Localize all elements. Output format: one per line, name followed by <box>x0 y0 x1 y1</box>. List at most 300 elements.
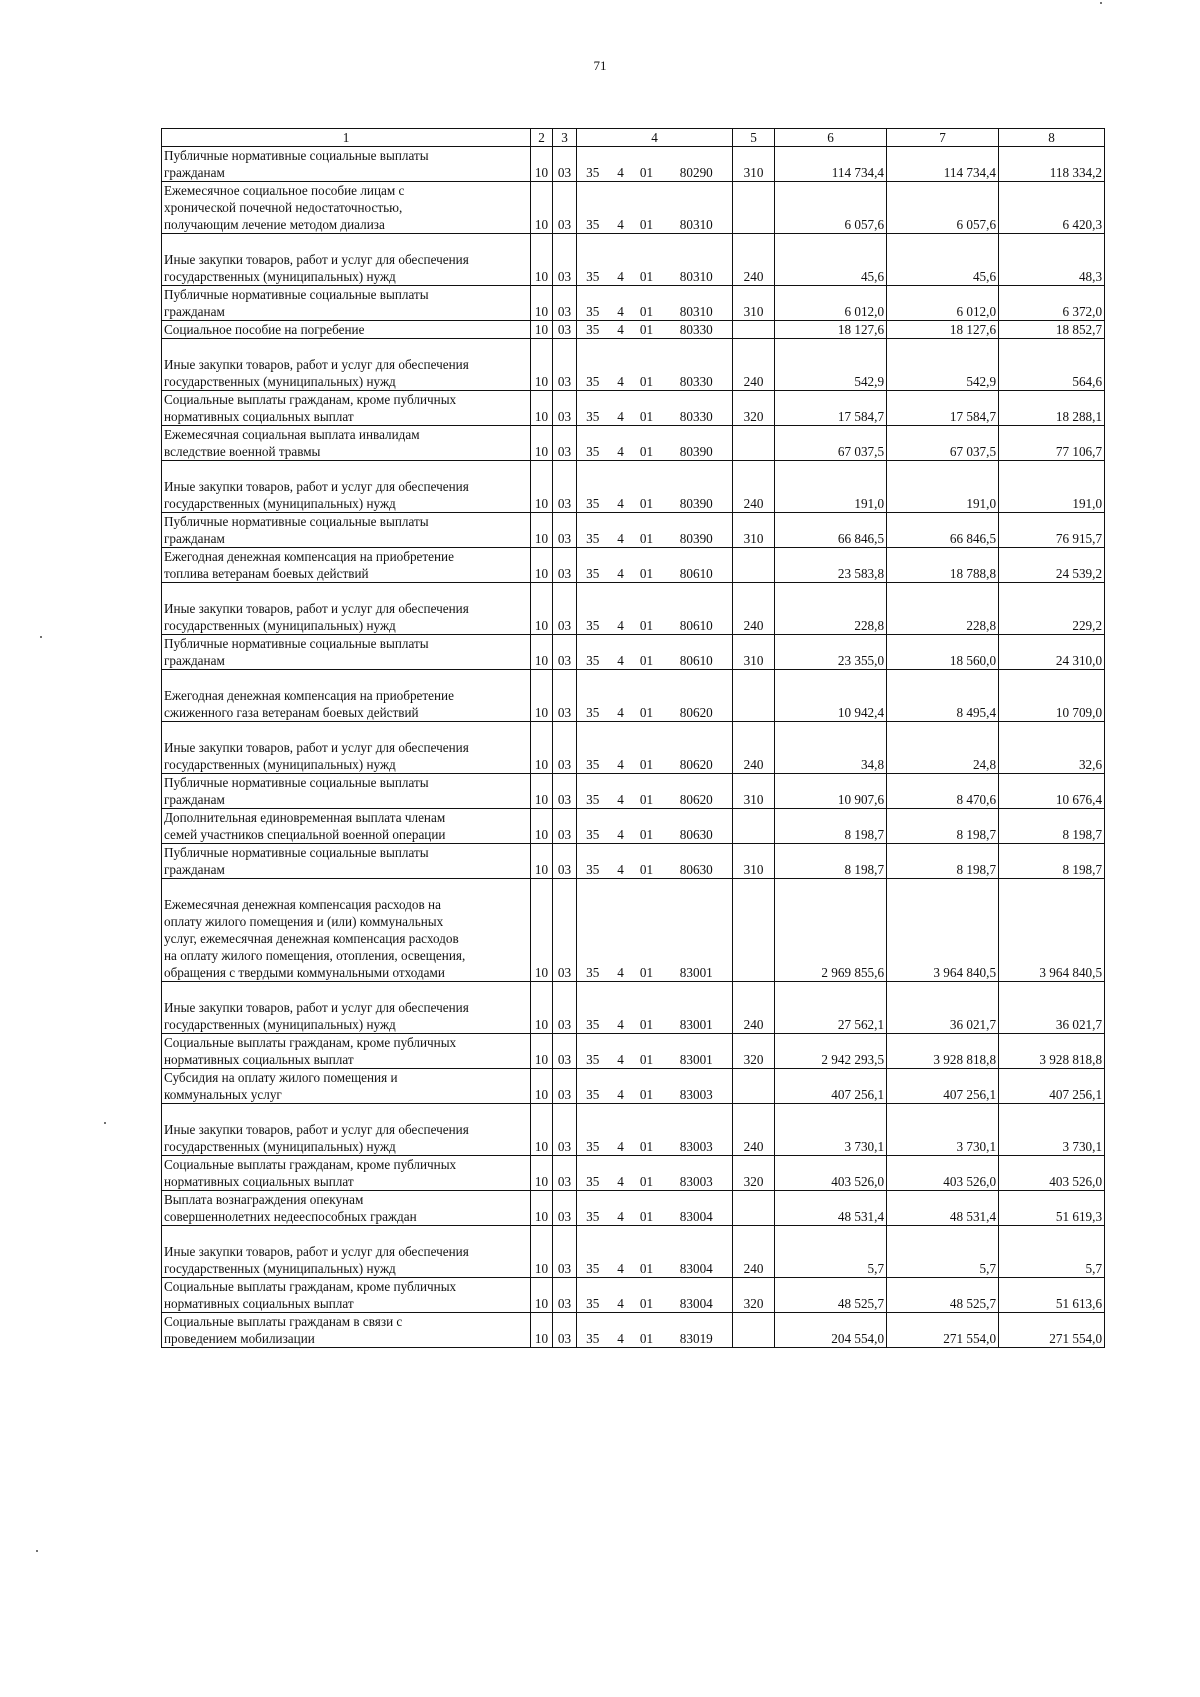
row-c6: 8 198,7 <box>775 809 887 844</box>
row-c8: 3 964 840,5 <box>999 879 1105 982</box>
row-k3: 01 <box>633 461 661 513</box>
row-c6: 23 583,8 <box>775 548 887 583</box>
row-name: Публичные нормативные социальные выплаты гражданам <box>162 147 531 182</box>
row-c2: 10 <box>531 1191 553 1226</box>
row-k3: 01 <box>633 147 661 182</box>
row-c2: 10 <box>531 879 553 982</box>
row-k2: 4 <box>609 234 633 286</box>
table-row <box>162 286 1105 321</box>
row-c5: 240 <box>733 722 775 774</box>
row-k4: 80310 <box>661 286 733 321</box>
row-name: Социальное пособие на погребение <box>162 321 531 339</box>
row-name: Иные закупки товаров, работ и услуг для обеспечения государственных (муниципальных) нужд <box>162 339 531 391</box>
row-c5: 310 <box>733 286 775 321</box>
row-c7: 3 928 818,8 <box>887 1034 999 1069</box>
row-c7: 191,0 <box>887 461 999 513</box>
row-k3: 01 <box>633 1278 661 1313</box>
row-k2: 4 <box>609 844 633 879</box>
row-k2: 4 <box>609 1104 633 1156</box>
row-c8: 32,6 <box>999 722 1105 774</box>
row-c5: 240 <box>733 1104 775 1156</box>
row-name: Иные закупки товаров, работ и услуг для обеспечения государственных (муниципальных) нужд <box>162 234 531 286</box>
row-k4: 83004 <box>661 1226 733 1278</box>
table-row <box>162 1104 1105 1156</box>
row-k3: 01 <box>633 234 661 286</box>
row-c8: 36 021,7 <box>999 982 1105 1034</box>
row-c7: 403 526,0 <box>887 1156 999 1191</box>
row-c2: 10 <box>531 461 553 513</box>
row-k3: 01 <box>633 809 661 844</box>
row-k3: 01 <box>633 722 661 774</box>
row-k2: 4 <box>609 548 633 583</box>
row-c3: 03 <box>553 879 577 982</box>
row-c5: 240 <box>733 583 775 635</box>
table-row <box>162 426 1105 461</box>
row-c3: 03 <box>553 391 577 426</box>
row-name: Ежемесячная денежная компенсация расходов на оплату жилого помещения и (или) коммунальных услуг, ежемесячная денежная компенсация расходов на оплату жилого помещения, отопления, освещения, обращения с твердыми коммунальными отходами <box>162 879 531 982</box>
table-row <box>162 1313 1105 1348</box>
row-c3: 03 <box>553 583 577 635</box>
row-c3: 03 <box>553 1226 577 1278</box>
row-name: Публичные нормативные социальные выплаты гражданам <box>162 513 531 548</box>
row-k3: 01 <box>633 1034 661 1069</box>
row-c6: 27 562,1 <box>775 982 887 1034</box>
row-k4: 83004 <box>661 1278 733 1313</box>
row-c8: 229,2 <box>999 583 1105 635</box>
row-c2: 10 <box>531 583 553 635</box>
row-k1: 35 <box>577 1226 609 1278</box>
row-c2: 10 <box>531 513 553 548</box>
row-c5 <box>733 879 775 982</box>
row-c5: 310 <box>733 774 775 809</box>
row-c7: 67 037,5 <box>887 426 999 461</box>
row-c3: 03 <box>553 982 577 1034</box>
row-k4: 80630 <box>661 809 733 844</box>
row-name: Социальные выплаты гражданам, кроме публичных нормативных социальных выплат <box>162 1278 531 1313</box>
row-c5 <box>733 809 775 844</box>
table-row <box>162 548 1105 583</box>
table-row <box>162 234 1105 286</box>
row-c2: 10 <box>531 1226 553 1278</box>
row-c5 <box>733 321 775 339</box>
row-c6: 48 525,7 <box>775 1278 887 1313</box>
row-c5 <box>733 1191 775 1226</box>
table-row <box>162 809 1105 844</box>
row-c7: 48 531,4 <box>887 1191 999 1226</box>
row-c7: 542,9 <box>887 339 999 391</box>
row-k2: 4 <box>609 1156 633 1191</box>
scan-speck <box>104 1122 106 1124</box>
row-c3: 03 <box>553 513 577 548</box>
row-c7: 6 057,6 <box>887 182 999 234</box>
row-k2: 4 <box>609 1034 633 1069</box>
row-k4: 80310 <box>661 234 733 286</box>
row-c5: 320 <box>733 1034 775 1069</box>
row-k1: 35 <box>577 982 609 1034</box>
row-k2: 4 <box>609 339 633 391</box>
row-k4: 80620 <box>661 722 733 774</box>
row-c5 <box>733 1069 775 1104</box>
row-c2: 10 <box>531 426 553 461</box>
row-k1: 35 <box>577 1156 609 1191</box>
row-c6: 191,0 <box>775 461 887 513</box>
row-c2: 10 <box>531 722 553 774</box>
row-name: Ежегодная денежная компенсация на приобретение сжиженного газа ветеранам боевых действий <box>162 670 531 722</box>
row-name: Ежемесячная социальная выплата инвалидам вследствие военной травмы <box>162 426 531 461</box>
row-k1: 35 <box>577 182 609 234</box>
table-row <box>162 147 1105 182</box>
table-row <box>162 182 1105 234</box>
row-k3: 01 <box>633 182 661 234</box>
row-k1: 35 <box>577 722 609 774</box>
row-k3: 01 <box>633 426 661 461</box>
budget-table <box>161 128 1105 1348</box>
row-c5: 310 <box>733 147 775 182</box>
row-name: Иные закупки товаров, работ и услуг для обеспечения государственных (муниципальных) нужд <box>162 1104 531 1156</box>
row-k1: 35 <box>577 1069 609 1104</box>
row-c6: 5,7 <box>775 1226 887 1278</box>
row-k2: 4 <box>609 461 633 513</box>
row-name: Иные закупки товаров, работ и услуг для обеспечения государственных (муниципальных) нужд <box>162 583 531 635</box>
row-k1: 35 <box>577 1191 609 1226</box>
row-c7: 114 734,4 <box>887 147 999 182</box>
scan-speck <box>40 636 42 638</box>
row-c7: 18 127,6 <box>887 321 999 339</box>
row-c3: 03 <box>553 548 577 583</box>
row-k3: 01 <box>633 1191 661 1226</box>
row-k1: 35 <box>577 670 609 722</box>
row-k1: 35 <box>577 461 609 513</box>
row-k4: 83003 <box>661 1104 733 1156</box>
row-k2: 4 <box>609 513 633 548</box>
row-k4: 83004 <box>661 1191 733 1226</box>
row-k4: 80330 <box>661 339 733 391</box>
row-c6: 403 526,0 <box>775 1156 887 1191</box>
row-c7: 18 788,8 <box>887 548 999 583</box>
row-k2: 4 <box>609 182 633 234</box>
row-c7: 3 730,1 <box>887 1104 999 1156</box>
row-k1: 35 <box>577 635 609 670</box>
row-c6: 407 256,1 <box>775 1069 887 1104</box>
row-c6: 48 531,4 <box>775 1191 887 1226</box>
row-k3: 01 <box>633 879 661 982</box>
row-c5: 320 <box>733 1156 775 1191</box>
table-row <box>162 321 1105 339</box>
row-c5: 310 <box>733 513 775 548</box>
row-c6: 8 198,7 <box>775 844 887 879</box>
row-k1: 35 <box>577 548 609 583</box>
row-c8: 18 288,1 <box>999 391 1105 426</box>
row-c6: 10 907,6 <box>775 774 887 809</box>
row-name: Иные закупки товаров, работ и услуг для обеспечения государственных (муниципальных) нужд <box>162 461 531 513</box>
row-c3: 03 <box>553 670 577 722</box>
row-k3: 01 <box>633 670 661 722</box>
table-row <box>162 670 1105 722</box>
row-name: Публичные нормативные социальные выплаты гражданам <box>162 286 531 321</box>
row-k4: 80610 <box>661 548 733 583</box>
row-c6: 67 037,5 <box>775 426 887 461</box>
row-k2: 4 <box>609 583 633 635</box>
row-k4: 80630 <box>661 844 733 879</box>
row-c8: 10 676,4 <box>999 774 1105 809</box>
row-c7: 407 256,1 <box>887 1069 999 1104</box>
row-c5 <box>733 426 775 461</box>
row-k4: 80330 <box>661 321 733 339</box>
row-k1: 35 <box>577 426 609 461</box>
row-c8: 24 310,0 <box>999 635 1105 670</box>
row-c3: 03 <box>553 809 577 844</box>
row-k4: 80610 <box>661 583 733 635</box>
row-k2: 4 <box>609 147 633 182</box>
row-c6: 114 734,4 <box>775 147 887 182</box>
row-k3: 01 <box>633 321 661 339</box>
header-col-7: 7 <box>887 129 999 147</box>
row-k1: 35 <box>577 774 609 809</box>
row-c5: 240 <box>733 982 775 1034</box>
row-k3: 01 <box>633 339 661 391</box>
row-k2: 4 <box>609 1226 633 1278</box>
row-k3: 01 <box>633 583 661 635</box>
row-k2: 4 <box>609 1313 633 1348</box>
row-k3: 01 <box>633 1226 661 1278</box>
row-c6: 2 942 293,5 <box>775 1034 887 1069</box>
row-c8: 6 420,3 <box>999 182 1105 234</box>
row-c6: 18 127,6 <box>775 321 887 339</box>
row-k4: 80610 <box>661 635 733 670</box>
row-k4: 80310 <box>661 182 733 234</box>
row-k2: 4 <box>609 1191 633 1226</box>
row-c5: 320 <box>733 391 775 426</box>
row-k1: 35 <box>577 147 609 182</box>
row-c8: 8 198,7 <box>999 809 1105 844</box>
row-k4: 80390 <box>661 461 733 513</box>
row-c3: 03 <box>553 1034 577 1069</box>
row-c3: 03 <box>553 1104 577 1156</box>
row-c7: 8 198,7 <box>887 809 999 844</box>
row-c6: 228,8 <box>775 583 887 635</box>
header-col-6: 6 <box>775 129 887 147</box>
table-row <box>162 1278 1105 1313</box>
row-c8: 6 372,0 <box>999 286 1105 321</box>
row-c3: 03 <box>553 461 577 513</box>
table-row <box>162 879 1105 982</box>
row-c7: 5,7 <box>887 1226 999 1278</box>
row-k2: 4 <box>609 1069 633 1104</box>
row-c3: 03 <box>553 722 577 774</box>
table-row <box>162 583 1105 635</box>
row-k1: 35 <box>577 844 609 879</box>
row-c8: 191,0 <box>999 461 1105 513</box>
row-c6: 66 846,5 <box>775 513 887 548</box>
row-k4: 83001 <box>661 1034 733 1069</box>
row-c2: 10 <box>531 844 553 879</box>
row-name: Социальные выплаты гражданам в связи с проведением мобилизации <box>162 1313 531 1348</box>
row-k4: 80290 <box>661 147 733 182</box>
row-name: Публичные нормативные социальные выплаты гражданам <box>162 635 531 670</box>
row-k1: 35 <box>577 286 609 321</box>
table-row <box>162 1226 1105 1278</box>
row-c8: 51 619,3 <box>999 1191 1105 1226</box>
row-k4: 83001 <box>661 879 733 982</box>
row-c5: 310 <box>733 635 775 670</box>
table-row <box>162 391 1105 426</box>
row-c8: 10 709,0 <box>999 670 1105 722</box>
header-col-2: 2 <box>531 129 553 147</box>
row-k2: 4 <box>609 1278 633 1313</box>
row-c8: 564,6 <box>999 339 1105 391</box>
row-c8: 5,7 <box>999 1226 1105 1278</box>
row-k3: 01 <box>633 513 661 548</box>
row-c3: 03 <box>553 286 577 321</box>
row-c8: 18 852,7 <box>999 321 1105 339</box>
row-c6: 17 584,7 <box>775 391 887 426</box>
header-col-1: 1 <box>162 129 531 147</box>
row-k2: 4 <box>609 321 633 339</box>
row-k1: 35 <box>577 583 609 635</box>
row-c8: 403 526,0 <box>999 1156 1105 1191</box>
row-k3: 01 <box>633 635 661 670</box>
row-c2: 10 <box>531 147 553 182</box>
row-c8: 118 334,2 <box>999 147 1105 182</box>
row-c2: 10 <box>531 339 553 391</box>
row-c3: 03 <box>553 321 577 339</box>
row-c7: 8 495,4 <box>887 670 999 722</box>
row-c7: 18 560,0 <box>887 635 999 670</box>
row-k1: 35 <box>577 1278 609 1313</box>
row-name: Выплата вознаграждения опекунам совершеннолетних недееспособных граждан <box>162 1191 531 1226</box>
table-row <box>162 1034 1105 1069</box>
header-col-4: 4 <box>577 129 733 147</box>
row-c7: 271 554,0 <box>887 1313 999 1348</box>
row-c6: 34,8 <box>775 722 887 774</box>
row-k2: 4 <box>609 774 633 809</box>
row-c6: 6 057,6 <box>775 182 887 234</box>
row-c6: 2 969 855,6 <box>775 879 887 982</box>
row-c5: 240 <box>733 461 775 513</box>
row-c2: 10 <box>531 391 553 426</box>
row-c2: 10 <box>531 774 553 809</box>
row-c6: 10 942,4 <box>775 670 887 722</box>
table-row <box>162 1191 1105 1226</box>
row-k3: 01 <box>633 391 661 426</box>
row-k1: 35 <box>577 879 609 982</box>
row-name: Социальные выплаты гражданам, кроме публичных нормативных социальных выплат <box>162 1156 531 1191</box>
row-name: Социальные выплаты гражданам, кроме публичных нормативных социальных выплат <box>162 1034 531 1069</box>
row-c3: 03 <box>553 635 577 670</box>
row-name: Иные закупки товаров, работ и услуг для обеспечения государственных (муниципальных) нужд <box>162 982 531 1034</box>
row-c7: 24,8 <box>887 722 999 774</box>
row-c2: 10 <box>531 1313 553 1348</box>
row-k2: 4 <box>609 809 633 844</box>
row-k1: 35 <box>577 513 609 548</box>
row-name: Дополнительная единовременная выплата членам семей участников специальной военной операции <box>162 809 531 844</box>
row-c2: 10 <box>531 1069 553 1104</box>
row-c2: 10 <box>531 548 553 583</box>
table-row <box>162 1069 1105 1104</box>
row-c7: 48 525,7 <box>887 1278 999 1313</box>
row-c2: 10 <box>531 1156 553 1191</box>
table-row <box>162 461 1105 513</box>
row-c3: 03 <box>553 1191 577 1226</box>
table-row <box>162 844 1105 879</box>
row-name: Субсидия на оплату жилого помещения и коммунальных услуг <box>162 1069 531 1104</box>
row-c2: 10 <box>531 1278 553 1313</box>
row-k3: 01 <box>633 982 661 1034</box>
row-k1: 35 <box>577 1104 609 1156</box>
row-c2: 10 <box>531 635 553 670</box>
row-name: Ежемесячное социальное пособие лицам с хронической почечной недостаточностью, получающим лечение методом диализа <box>162 182 531 234</box>
header-col-3: 3 <box>553 129 577 147</box>
row-c8: 8 198,7 <box>999 844 1105 879</box>
table-row <box>162 339 1105 391</box>
row-c3: 03 <box>553 182 577 234</box>
row-k3: 01 <box>633 1104 661 1156</box>
row-c3: 03 <box>553 426 577 461</box>
row-k2: 4 <box>609 391 633 426</box>
row-name: Иные закупки товаров, работ и услуг для обеспечения государственных (муниципальных) нужд <box>162 722 531 774</box>
row-c2: 10 <box>531 286 553 321</box>
row-c7: 6 012,0 <box>887 286 999 321</box>
row-c5 <box>733 182 775 234</box>
row-c5: 320 <box>733 1278 775 1313</box>
row-c6: 542,9 <box>775 339 887 391</box>
row-k2: 4 <box>609 982 633 1034</box>
row-c7: 8 470,6 <box>887 774 999 809</box>
row-c2: 10 <box>531 234 553 286</box>
row-c3: 03 <box>553 1278 577 1313</box>
row-k4: 83019 <box>661 1313 733 1348</box>
row-c5: 240 <box>733 339 775 391</box>
row-k1: 35 <box>577 339 609 391</box>
row-c7: 3 964 840,5 <box>887 879 999 982</box>
table-row <box>162 982 1105 1034</box>
header-col-8: 8 <box>999 129 1105 147</box>
row-name: Социальные выплаты гражданам, кроме публичных нормативных социальных выплат <box>162 391 531 426</box>
row-c2: 10 <box>531 670 553 722</box>
row-k4: 80620 <box>661 670 733 722</box>
table-row <box>162 635 1105 670</box>
row-k4: 80390 <box>661 426 733 461</box>
row-c8: 76 915,7 <box>999 513 1105 548</box>
row-c8: 3 928 818,8 <box>999 1034 1105 1069</box>
row-c7: 17 584,7 <box>887 391 999 426</box>
row-c8: 51 613,6 <box>999 1278 1105 1313</box>
row-k1: 35 <box>577 809 609 844</box>
row-c5: 240 <box>733 234 775 286</box>
row-k1: 35 <box>577 1313 609 1348</box>
row-k4: 80390 <box>661 513 733 548</box>
row-k3: 01 <box>633 548 661 583</box>
scan-speck <box>36 1550 38 1552</box>
row-c5 <box>733 670 775 722</box>
row-name: Иные закупки товаров, работ и услуг для обеспечения государственных (муниципальных) нужд <box>162 1226 531 1278</box>
row-c6: 23 355,0 <box>775 635 887 670</box>
row-k2: 4 <box>609 722 633 774</box>
table-row <box>162 722 1105 774</box>
row-c7: 8 198,7 <box>887 844 999 879</box>
row-k2: 4 <box>609 426 633 461</box>
row-name: Публичные нормативные социальные выплаты гражданам <box>162 844 531 879</box>
page-number: 71 <box>593 58 607 73</box>
row-c3: 03 <box>553 234 577 286</box>
table-body <box>162 147 1105 1348</box>
row-c8: 3 730,1 <box>999 1104 1105 1156</box>
row-k1: 35 <box>577 391 609 426</box>
row-c2: 10 <box>531 982 553 1034</box>
row-c6: 204 554,0 <box>775 1313 887 1348</box>
row-c7: 36 021,7 <box>887 982 999 1034</box>
scan-speck <box>1100 2 1102 4</box>
